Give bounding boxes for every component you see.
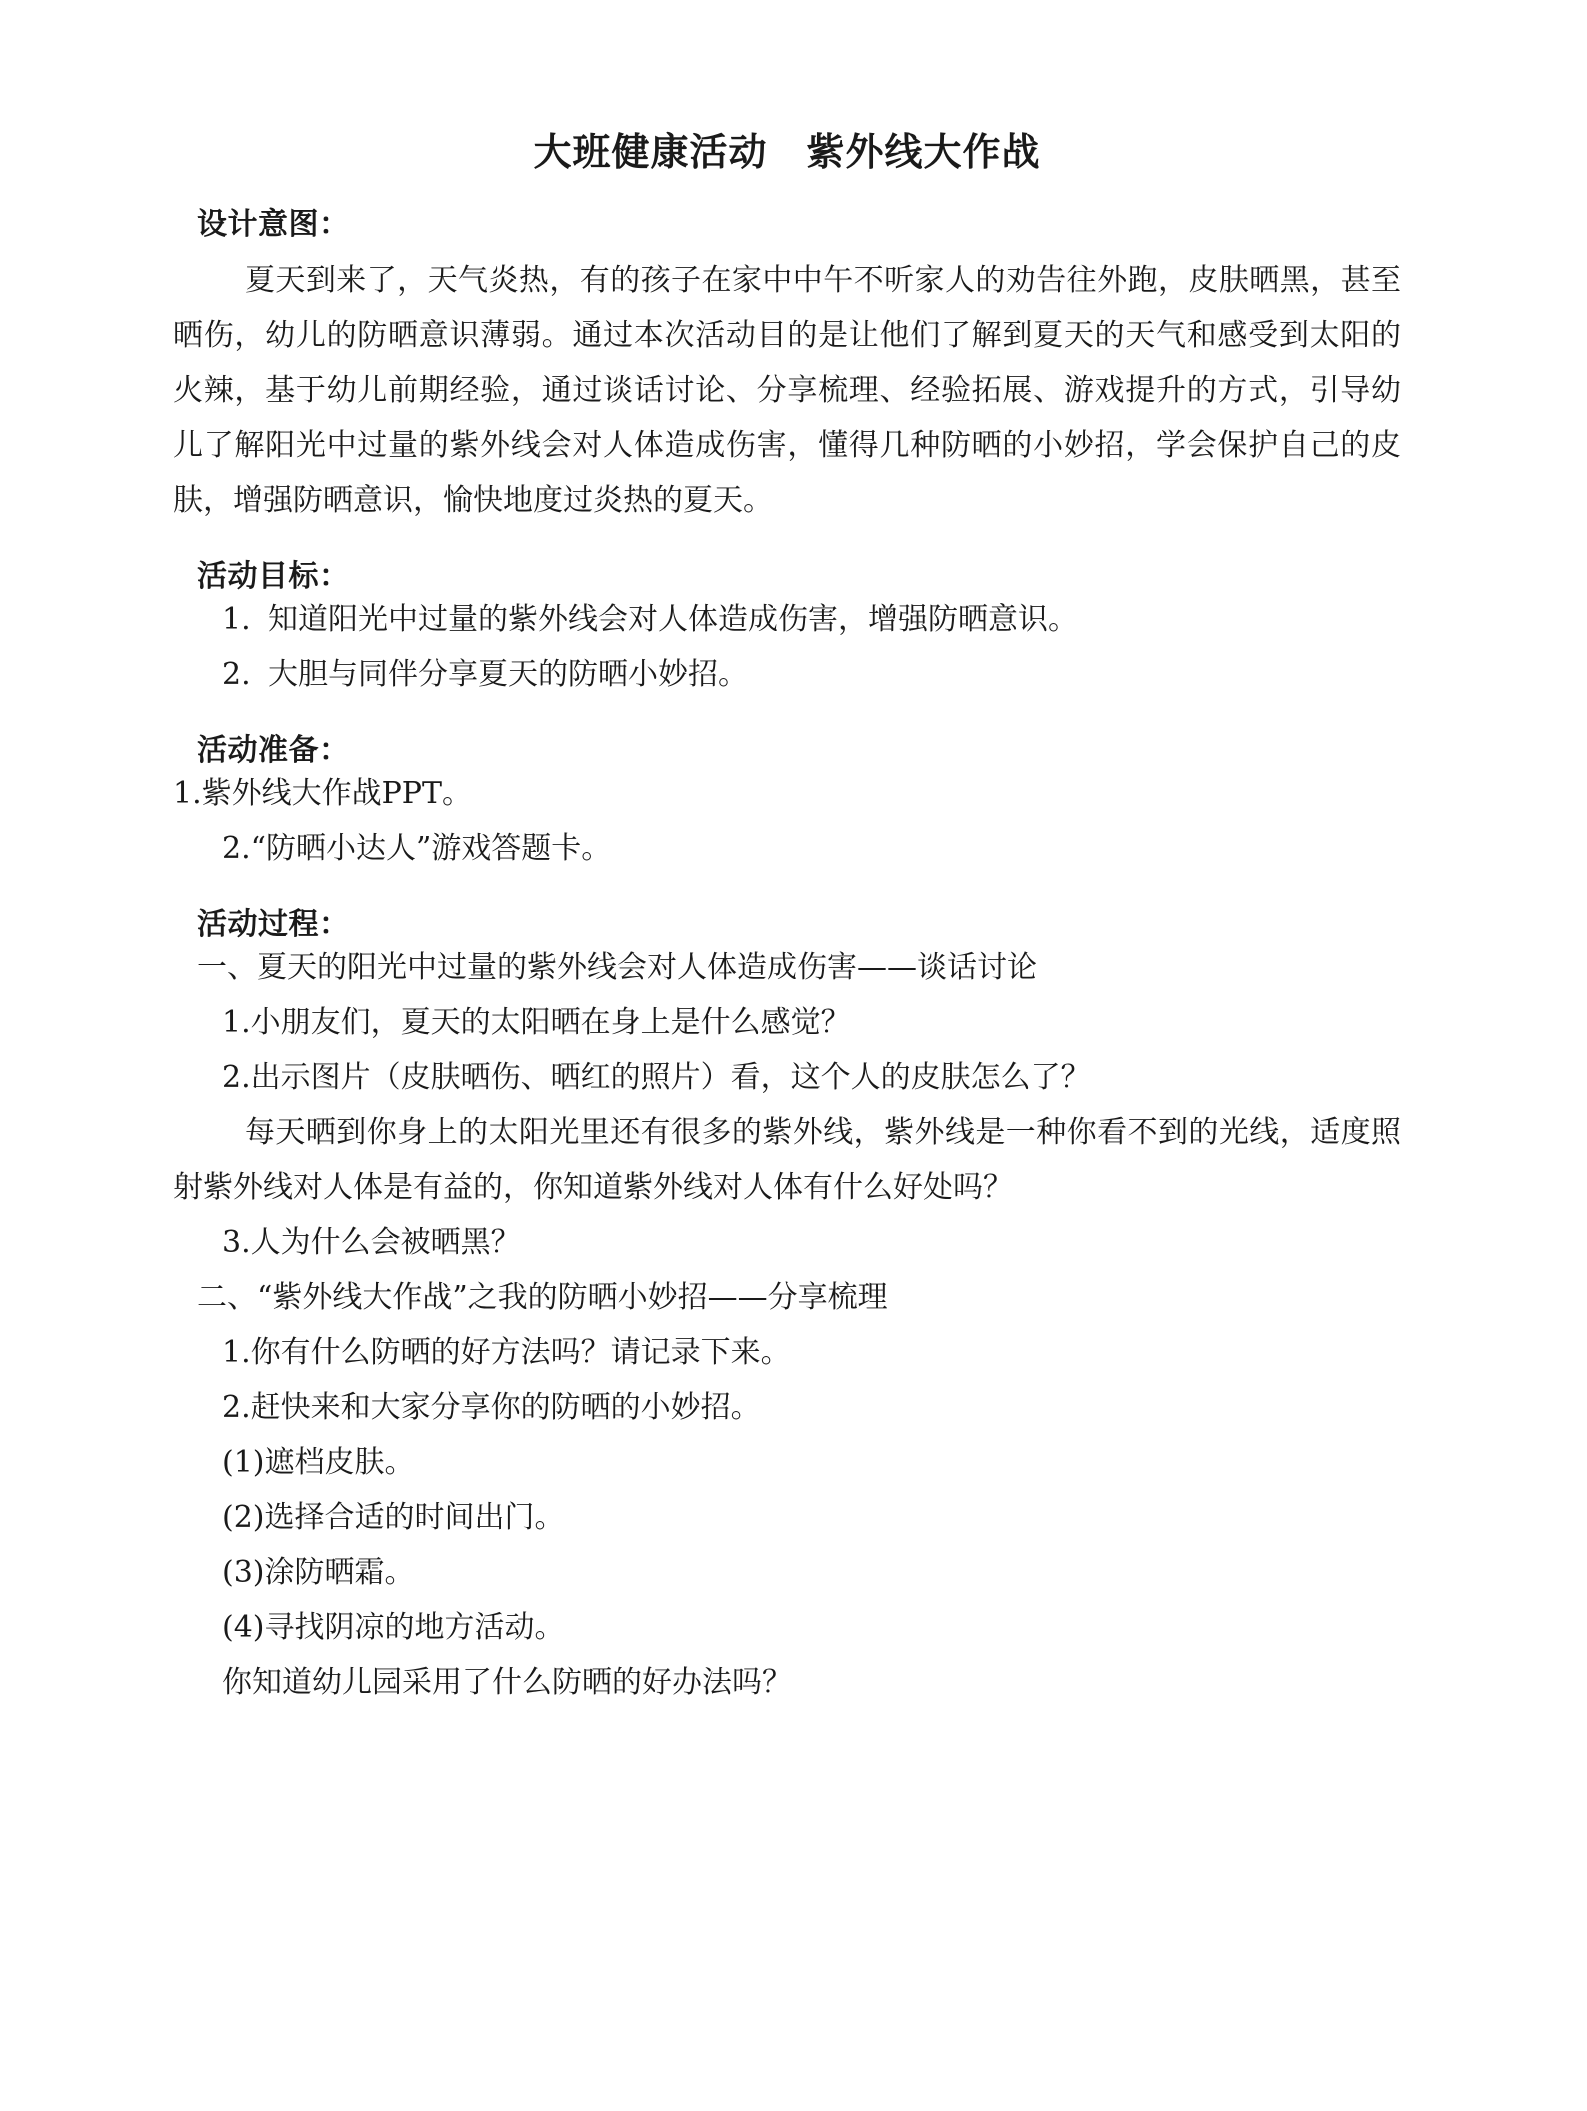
closing-question: 你知道幼儿园采用了什么防晒的好办法吗？ — [222, 1664, 792, 1700]
page-title: 大班健康活动 紫外线大作战 — [533, 129, 1041, 174]
list-item-part-two-2 — [173, 1380, 1401, 1435]
process-part-two-title: 二、“紫外线大作战”之我的防晒小妙招——分享梳理 — [197, 1279, 888, 1315]
process-part-one-title: 一、夏天的阳光中过量的紫外线会对人体造成伤害——谈话讨论 — [197, 949, 1037, 985]
sub-item-label: 选择合适的时间出门。 — [264, 1499, 565, 1535]
sub-item-number: (1) — [222, 1444, 265, 1480]
heading-design-intent: 设计意图： — [197, 206, 350, 242]
list-item-label: 人为什么会被晒黑？ — [250, 1224, 521, 1260]
list-item-part-one-2 — [173, 1050, 1401, 1105]
list-item-label: 你有什么防晒的好方法吗？请记录下来。 — [250, 1334, 791, 1370]
list-item-number: 2. — [222, 1389, 251, 1425]
list-item-number: 1. — [222, 1004, 251, 1040]
sub-item-part-two-4 — [173, 1600, 1401, 1655]
sub-item-label: 遮档皮肤。 — [264, 1444, 415, 1480]
document-body — [173, 0, 1401, 1710]
list-item-label: 知道阳光中过量的紫外线会对人体造成伤害，增强防晒意识。 — [268, 601, 1078, 637]
list-item-label: 紫外线大作战PPT。 — [201, 775, 473, 811]
list-item-label: “防晒小达人”游戏答题卡。 — [250, 830, 612, 866]
sub-item-number: (3) — [222, 1554, 265, 1590]
sub-item-number: (4) — [222, 1609, 265, 1645]
sub-item-part-two-2 — [173, 1490, 1401, 1545]
list-item-number: 1. — [173, 775, 202, 811]
list-item-label: 大胆与同伴分享夏天的防晒小妙招。 — [268, 656, 748, 692]
sub-item-label: 涂防晒霜。 — [264, 1554, 415, 1590]
list-item-label: 出示图片（皮肤晒伤、晒红的照片）看，这个人的皮肤怎么了？ — [250, 1059, 1091, 1095]
list-item-preparation-1 — [173, 766, 1401, 821]
sub-item-part-two-1 — [173, 1435, 1401, 1490]
list-item-number: 2. — [222, 830, 251, 866]
sub-item-label: 寻找阴凉的地方活动。 — [264, 1609, 565, 1645]
list-item-objective-2 — [173, 647, 1401, 702]
list-item-part-one-1 — [173, 995, 1401, 1050]
sub-item-number: (2) — [222, 1499, 265, 1535]
heading-preparation: 活动准备： — [197, 732, 350, 768]
list-item-preparation-2 — [173, 821, 1401, 876]
list-item-label: 小朋友们，夏天的太阳晒在身上是什么感觉？ — [250, 1004, 851, 1040]
list-item-label: 赶快来和大家分享你的防晒的小妙招。 — [250, 1389, 761, 1425]
sub-item-part-two-3 — [173, 1545, 1401, 1600]
heading-objectives: 活动目标： — [197, 558, 350, 594]
list-item-objective-1 — [173, 592, 1401, 647]
heading-process: 活动过程： — [197, 906, 350, 942]
paragraph-design-intent: 夏天到来了，天气炎热，有的孩子在家中中午不听家人的劝告往外跑，皮肤晒黑，甚至晒伤，幼儿的防晒意识薄弱。通过本次活动目的是让他们了解到夏天的天气和感受到太阳的火辣，基于幼儿前期经验，通过谈话讨论、分享梳理、经验拓展、游戏提升的方式，引导幼儿了解阳光中过量的紫外线会对人体造成伤害，懂得几种防晒的小妙招，学会保护自己的皮肤，增强防晒意识，愉快地度过炎热的夏天。 — [173, 262, 1401, 518]
list-item-number: 1. — [222, 1334, 251, 1370]
list-item-part-one-3 — [173, 1215, 1401, 1270]
list-item-number: 2. — [222, 656, 251, 692]
list-item-number: 3. — [222, 1224, 251, 1260]
list-item-part-two-1 — [173, 1325, 1401, 1380]
list-item-number: 1. — [222, 601, 251, 637]
paragraph-uv-explanation: 每天晒到你身上的太阳光里还有很多的紫外线，紫外线是一种你看不到的光线，适度照射紫外线对人体是有益的，你知道紫外线对人体有什么好处吗？ — [173, 1114, 1401, 1205]
list-item-number: 2. — [222, 1059, 251, 1095]
